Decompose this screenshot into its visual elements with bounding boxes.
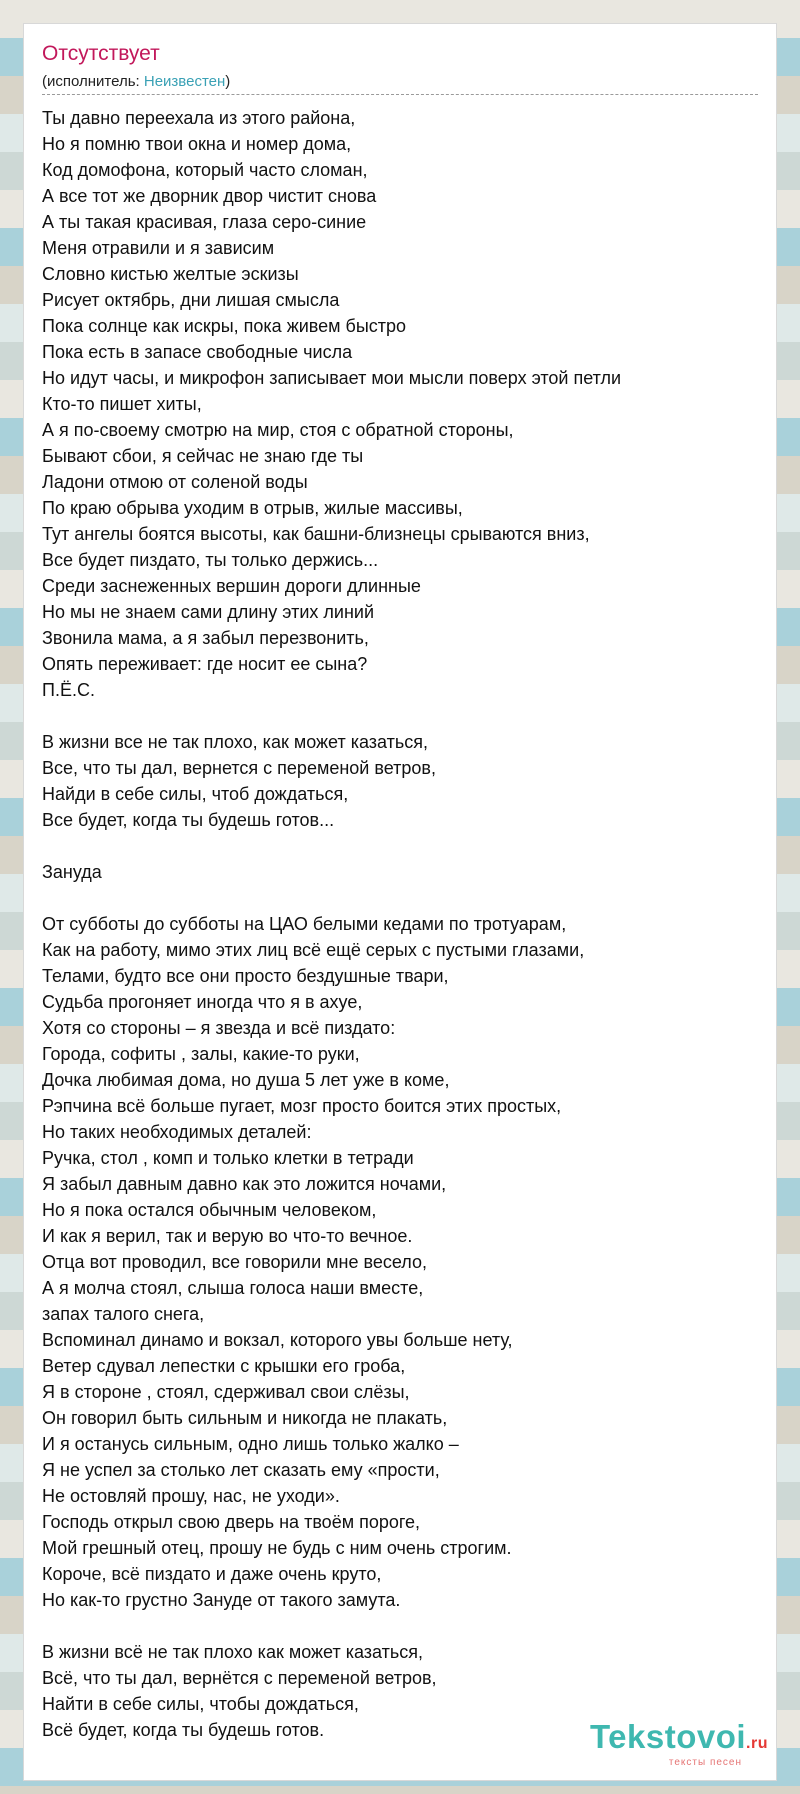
lyric-line: Рэпчина всё больше пугает, мозг просто боится этих простых, [42, 1096, 562, 1116]
lyric-line: Хотя со стороны – я звезда и всё пиздато: [42, 1018, 396, 1038]
lyric-line: Найди в себе силы, чтоб дождаться, [42, 784, 349, 804]
lyric-line: Он говорил быть сильным и никогда не плакать, [42, 1408, 448, 1428]
artist-suffix: ) [225, 73, 231, 90]
lyric-line: Звонила мама, а я забыл перезвонить, [42, 628, 369, 648]
artist-link[interactable]: Неизвестен [143, 73, 226, 90]
lyric-line: Код домофона, который часто сломан, [42, 160, 368, 180]
lyric-line [42, 833, 764, 859]
lyric-line: Господь открыл свою дверь на твоём пороге, [42, 1512, 421, 1532]
lyric-line: Пока есть в запасе свободные числа [42, 342, 353, 362]
lyric-line: Бывают сбои, я сейчас не знаю где ты [42, 446, 364, 466]
lyric-line: Ладони отмою от соленой воды [42, 472, 308, 492]
lyric-line: запах талого снега, [42, 1304, 205, 1324]
lyric-line: Рисует октябрь, дни лишая смысла [42, 290, 340, 310]
lyric-line: Но я помню твои окна и номер дома, [42, 134, 352, 154]
lyric-line: Найти в себе силы, чтобы дождаться, [42, 1694, 359, 1714]
lyric-line: Все будет, когда ты будешь готов... [42, 810, 335, 830]
lyric-line: Ты давно переехала из этого района, [42, 108, 356, 128]
song-title: Отсутствует [42, 42, 160, 65]
lyric-line: Все будет пиздато, ты только держись... [42, 550, 379, 570]
lyric-line: Кто-то пишет хиты, [42, 394, 202, 414]
title-divider [42, 94, 758, 95]
lyric-line [42, 1613, 764, 1639]
lyric-line: П.Ё.С. [42, 680, 95, 700]
lyric-line: Всё, что ты дал, вернётся с переменой ветров, [42, 1668, 437, 1688]
site-logo[interactable] [590, 1720, 768, 1768]
lyric-line: Все, что ты дал, вернется с переменой ветров, [42, 758, 436, 778]
lyric-line: Как на работу, мимо этих лиц всё ещё серых с пустыми глазами, [42, 940, 585, 960]
lyric-line: Но я пока остался обычным человеком, [42, 1200, 377, 1220]
lyric-line: Меня отравили и я зависим [42, 238, 275, 258]
lyric-line: Словно кистью желтые эскизы [42, 264, 299, 284]
lyric-line: Ветер сдувал лепестки с крышки его гроба, [42, 1356, 406, 1376]
lyric-line: И как я верил, так и верую во что-то вечное. [42, 1226, 413, 1246]
lyric-line: Опять переживает: где носит ее сына? [42, 654, 368, 674]
lyric-line: А все тот же дворник двор чистит снова [42, 186, 377, 206]
lyric-line: Телами, будто все они просто бездушные твари, [42, 966, 449, 986]
lyric-line: От субботы до субботы на ЦАО белыми кедами по тротуарам, [42, 914, 567, 934]
lyric-line: Среди заснеженных вершин дороги длинные [42, 576, 421, 596]
lyric-line: Ручка, стол , комп и только клетки в тетради [42, 1148, 414, 1168]
lyric-line: Но мы не знаем сами длину этих линий [42, 602, 375, 622]
artist-prefix: (исполнитель: [42, 73, 144, 90]
lyric-line: Я не успел за столько лет сказать ему «прости, [42, 1460, 440, 1480]
lyric-line: По краю обрыва уходим в отрыв, жилые массивы, [42, 498, 463, 518]
logo-text: Tekstovoi [589, 1718, 747, 1755]
lyric-line: Я в стороне , стоял, сдерживал свои слёзы, [42, 1382, 410, 1402]
lyric-line: Но таких необходимых деталей: [42, 1122, 312, 1142]
lyric-line [42, 703, 764, 729]
lyric-line [42, 885, 764, 911]
lyric-line: Всё будет, когда ты будешь готов. [42, 1720, 325, 1740]
lyric-line: Отца вот проводил, все говорили мне весело, [42, 1252, 427, 1272]
lyric-line: А я по-своему смотрю на мир, стоя с обратной стороны, [42, 420, 514, 440]
lyric-line: Зануда [42, 862, 102, 882]
lyric-line: И я останусь сильным, одно лишь только жалко – [42, 1434, 459, 1454]
lyric-line: Короче, всё пиздато и даже очень круто, [42, 1564, 382, 1584]
lyrics-card [24, 24, 776, 1780]
lyric-line: Мой грешный отец, прошу не будь с ним очень строгим. [42, 1538, 512, 1558]
lyric-line: Города, софиты , залы, какие-то руки, [42, 1044, 360, 1064]
lyric-line: Судьба прогоняет иногда что я в ахуе, [42, 992, 363, 1012]
artist-line [42, 73, 230, 90]
lyric-line: А ты такая красивая, глаза серо-синие [42, 212, 367, 232]
lyric-line: Вспоминал динамо и вокзал, которого увы больше нету, [42, 1330, 513, 1350]
lyric-line: Пока солнце как искры, пока живем быстро [42, 316, 407, 336]
logo-tld: .ru [746, 1735, 768, 1752]
lyric-line: Дочка любимая дома, но душа 5 лет уже в коме, [42, 1070, 450, 1090]
lyrics-text [42, 105, 764, 1743]
logo-tagline: тексты песен [668, 1757, 742, 1768]
lyric-line: А я молча стоял, слыша голоса наши вместе, [42, 1278, 424, 1298]
lyric-line: Но идут часы, и микрофон записывает мои мысли поверх этой петли [42, 368, 622, 388]
lyric-line: Я забыл давным давно как это ложится ночами, [42, 1174, 447, 1194]
lyric-line: В жизни всё не так плохо как может казаться, [42, 1642, 424, 1662]
lyric-line: В жизни все не так плохо, как может казаться, [42, 732, 429, 752]
lyric-line: Тут ангелы боятся высоты, как башни-близнецы срываются вниз, [42, 524, 590, 544]
lyric-line: Не остовляй прошу, нас, не уходи». [42, 1486, 340, 1506]
lyric-line: Но как-то грустно Зануде от такого замута. [42, 1590, 401, 1610]
